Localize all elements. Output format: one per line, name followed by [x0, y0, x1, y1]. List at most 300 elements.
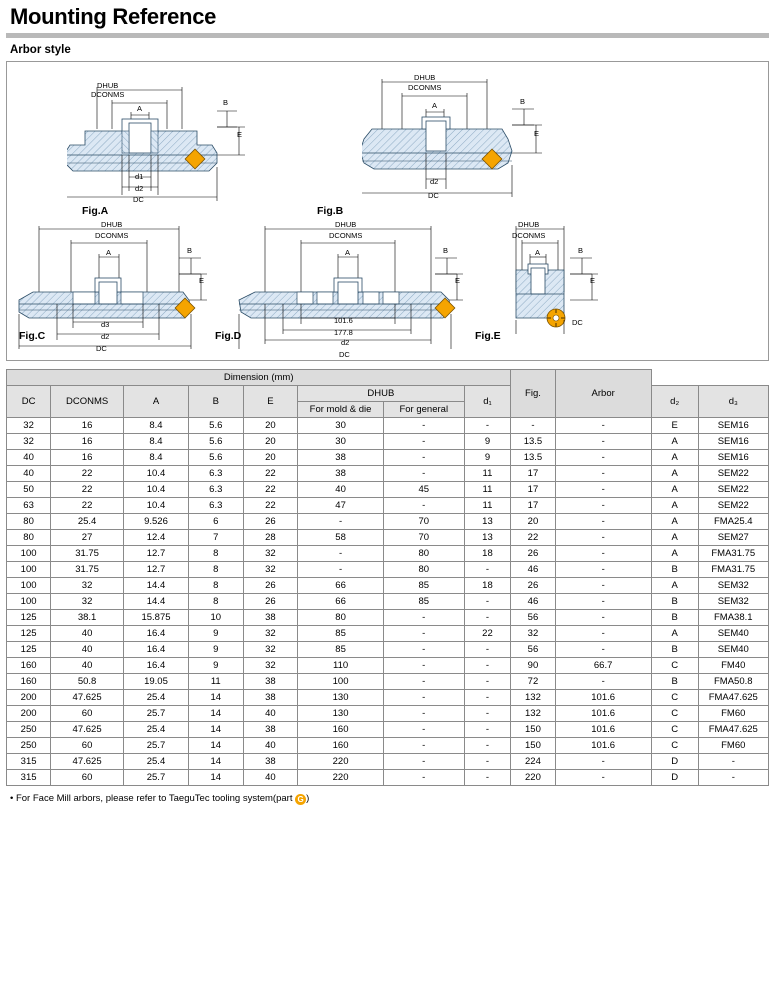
dim-a: A [137, 104, 143, 113]
cell-dhub-general: - [383, 722, 464, 738]
cell-fig: B [651, 562, 698, 578]
dim-a: A [432, 101, 438, 110]
cell-arbor: - [698, 770, 768, 786]
dim-d2: d2 [101, 332, 110, 341]
cell-d2: 72 [511, 674, 555, 690]
col-d3: d₃ [698, 386, 768, 418]
cell-a: 25.4 [123, 690, 188, 706]
figure-c [11, 204, 221, 353]
figure-b [362, 67, 602, 202]
cell-d2: 13.5 [511, 450, 555, 466]
cell-dc: 315 [7, 754, 51, 770]
cell-b: 9 [188, 626, 243, 642]
cell-e: 22 [243, 498, 298, 514]
cell-a: 19.05 [123, 674, 188, 690]
cell-dc: 100 [7, 594, 51, 610]
part-g-badge: G [295, 794, 306, 805]
cell-arbor: FM60 [698, 706, 768, 722]
cell-dconms: 32 [51, 578, 124, 594]
cell-dconms: 31.75 [51, 546, 124, 562]
cell-e: 40 [243, 706, 298, 722]
figure-c-label: Fig.C [19, 330, 46, 342]
table-sub-header-row [7, 386, 769, 402]
cell-fig: A [651, 450, 698, 466]
cell-d1: - [464, 722, 511, 738]
cell-dconms: 40 [51, 658, 124, 674]
dim-a: A [535, 248, 541, 257]
cell-a: 8.4 [123, 434, 188, 450]
cell-dhub-general: - [383, 690, 464, 706]
cell-fig: A [651, 514, 698, 530]
cell-dhub-mold: 160 [298, 722, 384, 738]
cell-d2: 150 [511, 738, 555, 754]
cell-e: 38 [243, 674, 298, 690]
cell-dconms: 60 [51, 738, 124, 754]
table-row [7, 706, 769, 722]
cell-b: 9 [188, 658, 243, 674]
cell-dhub-mold: 58 [298, 530, 384, 546]
cell-arbor: FM60 [698, 738, 768, 754]
cell-e: 26 [243, 594, 298, 610]
figure-e-label: Fig.E [475, 330, 501, 342]
col-arbor: Arbor [555, 370, 651, 418]
cell-dc: 125 [7, 626, 51, 642]
dim-e: E [455, 276, 461, 285]
dim-e: E [590, 276, 596, 285]
cell-a: 16.4 [123, 658, 188, 674]
cell-fig: A [651, 466, 698, 482]
cell-d1: - [464, 690, 511, 706]
table-row [7, 546, 769, 562]
cell-a: 10.4 [123, 482, 188, 498]
cell-arbor: SEM22 [698, 482, 768, 498]
dim-dconms: DCONMS [408, 83, 442, 92]
cell-dconms: 22 [51, 466, 124, 482]
dim-d2: d2 [135, 184, 144, 193]
cell-dc: 250 [7, 738, 51, 754]
cell-a: 16.4 [123, 626, 188, 642]
cell-d2: 17 [511, 498, 555, 514]
cell-dhub-general: 70 [383, 514, 464, 530]
cell-d3: - [555, 674, 651, 690]
figure-d-label: Fig.D [215, 330, 242, 342]
cell-e: 40 [243, 770, 298, 786]
cell-dc: 160 [7, 658, 51, 674]
table-row [7, 450, 769, 466]
cell-d3: - [555, 594, 651, 610]
figure-e [502, 204, 607, 349]
cell-arbor: FMA47.625 [698, 722, 768, 738]
cell-d1: 22 [464, 626, 511, 642]
cell-dhub-mold: 130 [298, 706, 384, 722]
cell-dconms: 22 [51, 498, 124, 514]
cell-dhub-mold: 30 [298, 434, 384, 450]
cell-dc: 160 [7, 674, 51, 690]
cell-b: 8 [188, 562, 243, 578]
cell-fig: A [651, 626, 698, 642]
title-divider [6, 33, 769, 38]
dim-dconms: DCONMS [91, 90, 125, 99]
cell-dhub-mold: 40 [298, 482, 384, 498]
cell-d1: - [464, 642, 511, 658]
cell-b: 14 [188, 754, 243, 770]
table-row [7, 626, 769, 642]
table-row [7, 674, 769, 690]
cell-d1: 9 [464, 450, 511, 466]
table-row [7, 738, 769, 754]
cell-d2: 26 [511, 546, 555, 562]
cell-dc: 40 [7, 450, 51, 466]
cell-d2: 26 [511, 578, 555, 594]
dim-dhub: DHUB [335, 220, 357, 229]
cell-a: 15.875 [123, 610, 188, 626]
cell-arbor: SEM27 [698, 530, 768, 546]
cell-d2: 150 [511, 722, 555, 738]
cell-fig: A [651, 498, 698, 514]
cell-e: 32 [243, 642, 298, 658]
dim-d2: d2 [430, 177, 439, 186]
cell-a: 25.7 [123, 770, 188, 786]
dim-dc: DC [96, 344, 107, 353]
dim-dhub: DHUB [518, 220, 540, 229]
cell-fig: D [651, 754, 698, 770]
cell-b: 6.3 [188, 482, 243, 498]
cell-fig: D [651, 770, 698, 786]
figure-panel [6, 61, 769, 361]
cell-d2: 17 [511, 482, 555, 498]
dim-dconms: DCONMS [512, 231, 546, 240]
cell-dc: 80 [7, 514, 51, 530]
cell-dconms: 27 [51, 530, 124, 546]
cell-fig: C [651, 706, 698, 722]
dim-b: B [187, 246, 193, 255]
cell-b: 10 [188, 610, 243, 626]
section-subtitle: Arbor style [10, 44, 71, 56]
cell-d1: 11 [464, 482, 511, 498]
cell-d2: 56 [511, 642, 555, 658]
cell-d1: 18 [464, 578, 511, 594]
dim-a: A [106, 248, 112, 257]
col-dhub-general: For general [383, 402, 464, 418]
cell-d1: - [464, 738, 511, 754]
table-group-header-row [7, 370, 769, 386]
cell-b: 8 [188, 546, 243, 562]
cell-d1: - [464, 658, 511, 674]
cell-d1: - [464, 754, 511, 770]
dim-101: 101.6 [334, 316, 353, 325]
cell-d2: 46 [511, 562, 555, 578]
cell-d3: - [555, 450, 651, 466]
cell-arbor: FMA47.625 [698, 690, 768, 706]
dim-b: B [443, 246, 449, 255]
cell-d1: 9 [464, 434, 511, 450]
cell-dhub-mold: 110 [298, 658, 384, 674]
cell-dc: 200 [7, 706, 51, 722]
cell-d2: 220 [511, 770, 555, 786]
cell-e: 20 [243, 434, 298, 450]
cell-d3: - [555, 530, 651, 546]
col-d1: d₁ [464, 386, 511, 418]
cell-arbor: - [698, 754, 768, 770]
cell-arbor: SEM32 [698, 578, 768, 594]
dim-d2: d2 [341, 338, 350, 347]
col-a: A [123, 386, 188, 418]
cell-arbor: SEM16 [698, 434, 768, 450]
cell-d3: - [555, 754, 651, 770]
cell-dconms: 25.4 [51, 514, 124, 530]
cell-dc: 80 [7, 530, 51, 546]
cell-dc: 125 [7, 642, 51, 658]
cell-arbor: FMA38.1 [698, 610, 768, 626]
cell-arbor: FMA31.75 [698, 546, 768, 562]
cell-dc: 32 [7, 418, 51, 434]
figure-a [67, 67, 307, 202]
cell-dhub-mold: 220 [298, 754, 384, 770]
cell-arbor: SEM32 [698, 594, 768, 610]
cell-dhub-mold: 85 [298, 642, 384, 658]
cell-a: 25.7 [123, 706, 188, 722]
cell-dhub-general: - [383, 658, 464, 674]
cell-d1: 13 [464, 530, 511, 546]
cell-dhub-mold: 66 [298, 578, 384, 594]
cell-dhub-mold: 220 [298, 770, 384, 786]
cell-dconms: 16 [51, 418, 124, 434]
group-header-dimension: Dimension (mm) [7, 370, 511, 386]
dim-dconms: DCONMS [329, 231, 363, 240]
table-row [7, 562, 769, 578]
cell-d3: 101.6 [555, 706, 651, 722]
cell-b: 9 [188, 642, 243, 658]
cell-a: 9.526 [123, 514, 188, 530]
dim-dc: DC [572, 318, 583, 327]
cell-dhub-mold: 85 [298, 626, 384, 642]
cell-arbor: SEM22 [698, 466, 768, 482]
col-dconms: DCONMS [51, 386, 124, 418]
cell-d3: 101.6 [555, 738, 651, 754]
cell-dhub-general: - [383, 642, 464, 658]
cell-e: 38 [243, 722, 298, 738]
cell-d3: 101.6 [555, 722, 651, 738]
cell-dconms: 16 [51, 434, 124, 450]
cell-d1: 18 [464, 546, 511, 562]
cell-dhub-mold: - [298, 546, 384, 562]
cell-dhub-general: - [383, 498, 464, 514]
cell-dhub-general: - [383, 770, 464, 786]
cell-e: 32 [243, 562, 298, 578]
cell-d3: - [555, 434, 651, 450]
cell-b: 7 [188, 530, 243, 546]
dim-d1: d1 [135, 172, 144, 181]
cell-b: 5.6 [188, 418, 243, 434]
dim-b: B [520, 97, 526, 106]
cell-dhub-mold: - [298, 514, 384, 530]
dim-dc: DC [428, 191, 439, 200]
cell-dconms: 40 [51, 642, 124, 658]
cell-d1: - [464, 610, 511, 626]
cell-fig: C [651, 658, 698, 674]
cell-a: 12.7 [123, 546, 188, 562]
dim-b: B [578, 246, 584, 255]
cell-b: 14 [188, 706, 243, 722]
cell-d1: - [464, 562, 511, 578]
table-row [7, 594, 769, 610]
table-row [7, 722, 769, 738]
cell-fig: C [651, 738, 698, 754]
cell-d2: - [511, 418, 555, 434]
cell-d1: - [464, 594, 511, 610]
cell-dhub-general: - [383, 626, 464, 642]
cell-d2: 13.5 [511, 434, 555, 450]
page-title: Mounting Reference [10, 4, 217, 29]
cell-e: 20 [243, 418, 298, 434]
cell-e: 38 [243, 610, 298, 626]
cell-dc: 125 [7, 610, 51, 626]
cell-d2: 90 [511, 658, 555, 674]
cell-d2: 132 [511, 690, 555, 706]
cell-d3: - [555, 610, 651, 626]
cell-arbor: FMA50.8 [698, 674, 768, 690]
cell-dhub-general: - [383, 434, 464, 450]
col-dhub-mold: For mold & die [298, 402, 384, 418]
cell-dhub-general: - [383, 450, 464, 466]
col-dc: DC [7, 386, 51, 418]
cell-d2: 132 [511, 706, 555, 722]
cell-dhub-general: - [383, 754, 464, 770]
col-e: E [243, 386, 298, 418]
cell-dhub-mold: 30 [298, 418, 384, 434]
cell-dc: 32 [7, 434, 51, 450]
cell-fig: C [651, 722, 698, 738]
cell-d1: 11 [464, 498, 511, 514]
cell-e: 32 [243, 546, 298, 562]
cell-a: 10.4 [123, 498, 188, 514]
cell-d3: - [555, 514, 651, 530]
dim-e: E [534, 129, 540, 138]
dim-d3: d3 [101, 320, 110, 329]
cell-d3: - [555, 578, 651, 594]
cell-dhub-mold: 38 [298, 466, 384, 482]
cell-dhub-mold: 80 [298, 610, 384, 626]
cell-a: 16.4 [123, 642, 188, 658]
cell-a: 14.4 [123, 578, 188, 594]
cell-b: 14 [188, 690, 243, 706]
cell-d2: 46 [511, 594, 555, 610]
cell-fig: C [651, 690, 698, 706]
table-row [7, 482, 769, 498]
cell-b: 8 [188, 578, 243, 594]
dim-dhub: DHUB [101, 220, 123, 229]
cell-dhub-general: - [383, 674, 464, 690]
cell-d2: 17 [511, 466, 555, 482]
cell-b: 6.3 [188, 466, 243, 482]
cell-b: 5.6 [188, 434, 243, 450]
cell-arbor: FM40 [698, 658, 768, 674]
cell-d1: - [464, 706, 511, 722]
table-row [7, 418, 769, 434]
cell-e: 32 [243, 658, 298, 674]
cell-fig: E [651, 418, 698, 434]
page-header [6, 0, 769, 32]
cell-dhub-general: - [383, 418, 464, 434]
cell-d2: 22 [511, 530, 555, 546]
table-row [7, 530, 769, 546]
cell-e: 40 [243, 738, 298, 754]
cell-b: 6 [188, 514, 243, 530]
cell-dhub-mold: - [298, 562, 384, 578]
cell-d2: 224 [511, 754, 555, 770]
table-row [7, 658, 769, 674]
cell-b: 14 [188, 722, 243, 738]
cell-arbor: SEM22 [698, 498, 768, 514]
cell-fig: B [651, 674, 698, 690]
dim-dc: DC [339, 350, 350, 359]
cell-dhub-mold: 38 [298, 450, 384, 466]
cell-d3: - [555, 466, 651, 482]
cell-dc: 200 [7, 690, 51, 706]
cell-dc: 100 [7, 578, 51, 594]
cell-dconms: 60 [51, 770, 124, 786]
cell-e: 28 [243, 530, 298, 546]
cell-d2: 56 [511, 610, 555, 626]
cell-e: 32 [243, 626, 298, 642]
cell-d3: - [555, 482, 651, 498]
cell-a: 10.4 [123, 466, 188, 482]
cell-fig: B [651, 594, 698, 610]
dim-dconms: DCONMS [95, 231, 129, 240]
cell-dhub-mold: 47 [298, 498, 384, 514]
col-dhub: DHUB [298, 386, 464, 402]
cell-d1: - [464, 674, 511, 690]
cell-arbor: FMA31.75 [698, 562, 768, 578]
cell-d3: - [555, 562, 651, 578]
cell-dhub-general: - [383, 706, 464, 722]
cell-dhub-mold: 160 [298, 738, 384, 754]
table-row [7, 610, 769, 626]
cell-d3: - [555, 770, 651, 786]
cell-dc: 50 [7, 482, 51, 498]
cell-dc: 63 [7, 498, 51, 514]
cell-b: 5.6 [188, 450, 243, 466]
col-b: B [188, 386, 243, 418]
cell-dhub-mold: 100 [298, 674, 384, 690]
cell-d2: 20 [511, 514, 555, 530]
cell-d3: - [555, 642, 651, 658]
footnote-suffix: ) [306, 793, 310, 804]
cell-d3: - [555, 498, 651, 514]
cell-e: 22 [243, 482, 298, 498]
table-head [7, 370, 769, 418]
dim-e: E [199, 276, 205, 285]
cell-dconms: 38.1 [51, 610, 124, 626]
cell-fig: A [651, 546, 698, 562]
cell-d2: 32 [511, 626, 555, 642]
cell-fig: B [651, 642, 698, 658]
table-row [7, 642, 769, 658]
cell-dc: 100 [7, 546, 51, 562]
cell-dconms: 60 [51, 706, 124, 722]
table-row [7, 434, 769, 450]
cell-dhub-general: 85 [383, 578, 464, 594]
cell-b: 6.3 [188, 498, 243, 514]
cell-dconms: 47.625 [51, 754, 124, 770]
cell-a: 25.4 [123, 754, 188, 770]
cell-d3: 101.6 [555, 690, 651, 706]
dimension-table [6, 369, 769, 786]
cell-dconms: 16 [51, 450, 124, 466]
dim-177: 177.8 [334, 328, 353, 337]
cell-dc: 315 [7, 770, 51, 786]
cell-a: 8.4 [123, 450, 188, 466]
